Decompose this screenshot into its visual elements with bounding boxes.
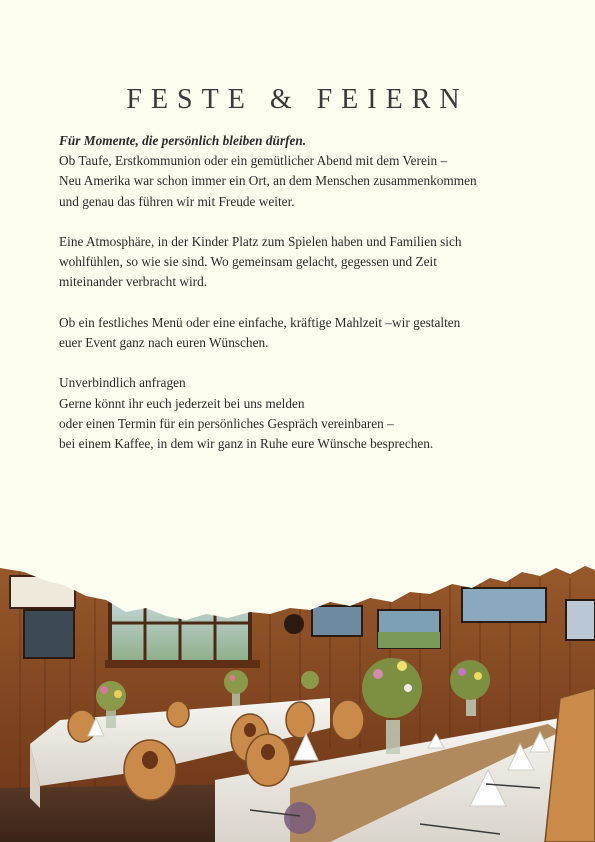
paragraph-line: Ob ein festliches Menü oder eine einfache, kräftige Mahlzeit –wir gestalten [59, 314, 461, 330]
paragraph-line: und genau das führen wir mit Freude weiter. [59, 193, 295, 209]
paragraph-line: euer Event ganz nach euren Wünschen. [59, 335, 269, 350]
page-title: FESTE & FEIERN [126, 84, 469, 115]
dining-room-illustration [0, 548, 595, 842]
paragraph-line: bei einem Kaffee, in dem wir ganz in Ruhe eure Wünsche besprechen. [59, 436, 434, 451]
paragraph-line: Gerne könnt ihr euch jederzeit bei uns melden [59, 395, 305, 411]
paragraph-line: Neu Amerika war schon immer ein Ort, an dem Menschen zusammenkommen [59, 173, 477, 189]
paragraph-line: Ob Taufe, Erstkommunion oder ein gemütlicher Abend mit dem Verein – [59, 153, 448, 169]
intro-line: Für Momente, die persönlich bleiben dürfen. [59, 133, 307, 148]
restaurant-photo [0, 548, 595, 842]
paragraph-line: wohlfühlen, so wie sie sind. Wo gemeinsam gelacht, gegessen und Zeit [59, 254, 437, 270]
paragraph-line: Unverbindlich anfragen [59, 375, 186, 391]
paragraph-line: Eine Atmosphäre, in der Kinder Platz zum Spielen haben und Familien sich [59, 234, 462, 249]
paragraph-line: miteinander verbracht wird. [59, 274, 208, 290]
body-text [59, 131, 559, 454]
paragraph-line: oder einen Termin für ein persönliches Gespräch vereinbaren – [59, 415, 394, 431]
